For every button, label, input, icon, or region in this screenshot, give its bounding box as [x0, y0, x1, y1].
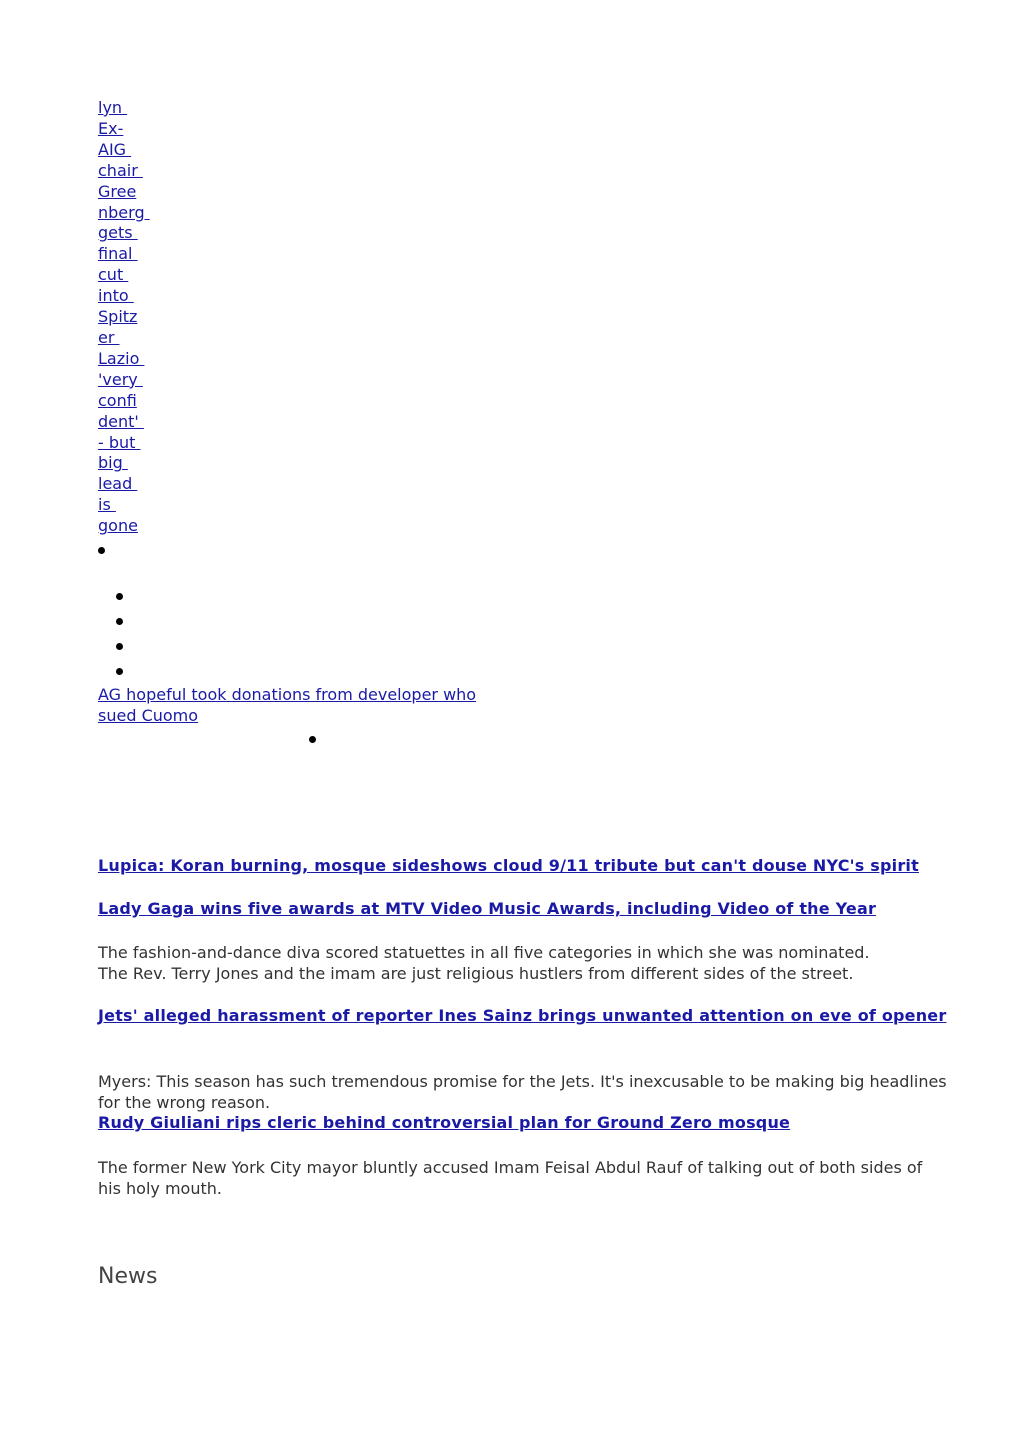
bullet-marker: [98, 547, 105, 554]
ag-hopeful-link[interactable]: [98, 685, 476, 725]
jets-summary: Myers: This season has such tremendous promise for the Jets. It's inexcusable to be making big headlines for the wrong reason.: [98, 1072, 947, 1112]
jets-story: [98, 1005, 948, 1026]
gaga-story: [98, 898, 876, 919]
headline-fragment: nberg: [98, 202, 150, 222]
lazio-link[interactable]: [98, 349, 158, 537]
headline-fragment: gone: [98, 516, 138, 536]
ag-hopeful-story: [98, 685, 528, 726]
headline-fragment: final: [98, 244, 138, 264]
jets-headline-link[interactable]: Jets' alleged harassment of reporter Ines Sainz brings unwanted attention on eve of opener: [98, 1006, 947, 1025]
giuliani-headline-link[interactable]: Rudy Giuliani rips cleric behind controversial plan for Ground Zero mosque: [98, 1113, 791, 1132]
headline-fragment: is: [98, 495, 116, 515]
headline-fragment: lead: [98, 474, 138, 494]
lupica-story: [98, 855, 919, 876]
bullet-marker: [309, 736, 316, 743]
bullet-marker: [116, 643, 123, 650]
headline-fragment: Spitz: [98, 307, 138, 327]
headline-fragment: confi: [98, 390, 137, 410]
narrow-headline-column: [98, 98, 158, 537]
ag-link-line2: sued Cuomo: [98, 705, 199, 725]
headline-fragment: gets: [98, 223, 138, 243]
bullet-marker: [116, 618, 123, 625]
lupica-headline-link[interactable]: Lupica: Koran burning, mosque sideshows cloud 9/11 tribute but can't douse NYC's spirit: [98, 856, 919, 875]
headline-fragment: lyn: [98, 98, 128, 117]
gaga-summary: [98, 942, 948, 984]
headline-fragment: Ex-: [98, 118, 124, 138]
ag-link-line1: AG hopeful took donations from developer who: [98, 685, 477, 704]
terry-jones-summary: The Rev. Terry Jones and the imam are just religious hustlers from different sides of the street.: [98, 964, 854, 983]
gaga-headline-link[interactable]: Lady Gaga wins five awards at MTV Video Music Awards, including Video of the Year: [98, 899, 877, 918]
headline-fragment: big: [98, 453, 128, 473]
headline-fragment: cut: [98, 265, 129, 285]
gaga-summary-line1: The fashion-and-dance diva scored statuettes in all five categories in which she was nominated.: [98, 943, 870, 962]
giuliani-story: [98, 1112, 790, 1133]
headline-fragment: into: [98, 286, 134, 306]
bullet-marker: [116, 593, 123, 600]
headline-fragment: dent': [98, 411, 144, 431]
headline-fragment: - but: [98, 432, 141, 452]
headline-fragment: Lazio: [98, 348, 145, 368]
section-title-news: News: [98, 1264, 158, 1289]
headline-fragment: Gree: [98, 181, 137, 201]
greenberg-spitzer-link[interactable]: [98, 98, 158, 349]
headline-fragment: AIG: [98, 139, 132, 159]
bullet-marker: [116, 668, 123, 675]
headline-fragment: 'very: [98, 369, 143, 389]
giuliani-summary: The former New York City mayor bluntly accused Imam Feisal Abdul Rauf of talking out of both sides of his holy mouth.: [98, 1158, 923, 1198]
headline-fragment: er: [98, 327, 120, 347]
headline-fragment: chair: [98, 160, 143, 180]
